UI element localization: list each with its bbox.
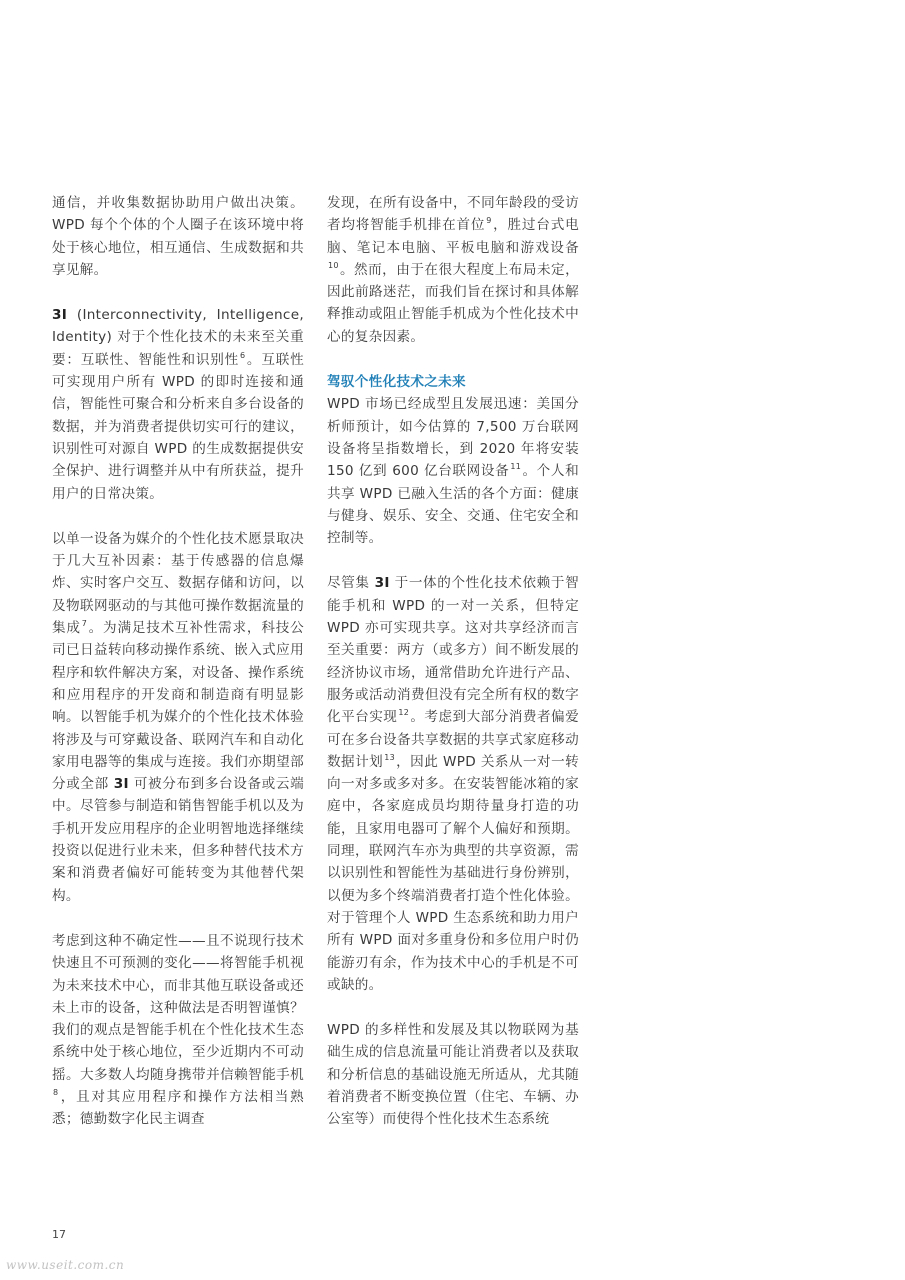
- text-run: 考虑到这种不确定性——且不说现行技术快速且不可预测的变化——将智能手机视为未来技术中心，而非其他互联设备或还未上市的设备，这种做法是否明智谨慎？我们的观点是智能手机在个性化技术生态系统中处于核心地位，至少近期内不可动摇。大多数人均随身携带并信赖智能手机: [52, 932, 304, 1083]
- bold-term: 3I: [52, 307, 68, 324]
- footnote-ref: 10: [328, 260, 339, 270]
- paragraph: 通信，并收集数据协助用户做出决策。WPD 每个个体的个人圈子在该环境中将处于核心地位，相互通信、生成数据和共享见解。: [52, 195, 304, 278]
- text-run: 发现，在所有设备中，不同年龄段的受访者均将智能手机排在首位: [327, 195, 579, 234]
- text-run: 于一体的个性化技术依赖于智能手机和 WPD 的一对一关系，但特定 WPD 亦可实现共享。这对共享经济而言至关重要：两方（或多方）间不断发展的经济协议市场，通常借助允许进行产品、服务或活动消费但没有完全所有权的数字化平台实现: [327, 575, 579, 726]
- paragraph: [327, 572, 579, 996]
- text-run: 。考虑到大部分消费者偏爱可在多台设备共享数据的共享式家庭移动数据计划: [327, 709, 579, 770]
- text-run: 以单一设备为媒介的个性化技术愿景取决于几大互补因素：基于传感器的信息爆炸、实时客户交互、数据存储和访问，以及物联网驱动的与其他可操作数据流量的集成: [52, 530, 304, 637]
- bold-term: 3I: [374, 575, 390, 592]
- paragraph: [327, 192, 579, 348]
- section-heading: 驾驭个性化技术之未来: [327, 374, 466, 391]
- footnote-ref: 11: [510, 462, 522, 472]
- paragraph: [52, 304, 304, 505]
- watermark: www.useit.com.cn: [6, 1258, 125, 1272]
- text-run: 。个人和共享 WPD 已融入生活的各个方面：健康与健身、娱乐、安全、交通、住宅安全和控制等。: [327, 463, 579, 547]
- text-run: WPD 市场已经成型且发展迅速：美国分析师预计，如今估算的 7,500 万台联网设备将呈指数增长，到 2020 年将安装 150 亿到 600 亿台联网设备: [327, 396, 579, 480]
- text-run: 。为满足技术互补性需求，科技公司已日益转向移动操作系统、嵌入式应用程序和软件解决方案，对设备、操作系统和应用程序的开发商和制造商有明显影响。以智能手机为媒介的个性化技术体验将涉及与可穿戴设备、联网汽车和自动化家用电器等的集成与连接。我们亦期望部分或全部: [52, 620, 304, 793]
- text-run: ，胜过台式电脑、笔记本电脑、平板电脑和游戏设备: [327, 217, 579, 256]
- footnote-ref: 7: [81, 619, 88, 629]
- left-column: [52, 192, 304, 1154]
- paragraph: WPD 的多样性和发展及其以物联网为基础生成的信息流量可能让消费者以及获取和分析信息的基础设施无所适从，尤其随着消费者不断变换位置（住宅、车辆、办公室等）而使得个性化技术生态系统: [327, 1022, 579, 1128]
- text-run: 尽管集: [327, 575, 375, 592]
- bold-term: 3I: [113, 776, 129, 793]
- text-run: ，因此 WPD 关系从一对一转向一对多或多对多。在安装智能冰箱的家庭中，各家庭成员均期待量身打造的功能，且家用电器可了解个人偏好和预期。同理，联网汽车亦为典型的共享资源，需以识别性和智能性为基础进行身份辨别，以便为多个终端消费者打造个性化体验。对于管理个人 WPD 生态系统和助力用户所有 WPD 面对多重身份和多位用户时仍能游刃有余，作为技术中心的手机是不可或缺的。: [327, 753, 580, 993]
- footnote-ref: 13: [384, 752, 395, 762]
- footnote-ref: 12: [398, 708, 410, 718]
- paragraph: [52, 930, 304, 1131]
- text-run: ，且对其应用程序和操作方法相当熟悉；德勤数字化民主调查: [52, 1088, 304, 1128]
- footnote-ref: 6: [240, 350, 246, 360]
- right-column: [327, 192, 579, 1154]
- text-run: 。互联性可实现用户所有 WPD 的即时连接和通信，智能性可聚合和分析来自多台设备的数据，并为消费者提供切实可行的建议，识别性可对源自 WPD 的生成数据提供安全保护、进行调整并从中有所获益，提升用户的日常决策。: [52, 351, 304, 502]
- text-run: (Interconnectivity, Intelligence, Identity) 对于个性化技术的未来至关重要：互联性、智能性和识别性: [52, 307, 304, 368]
- paragraph: [52, 528, 304, 907]
- text-run: 可被分布到多台设备或云端中。尽管参与制造和销售智能手机以及为手机开发应用程序的企业明智地选择继续投资以促进行业未来，但多种替代技术方案和消费者偏好可能转变为其他替代架构。: [52, 776, 304, 904]
- footnote-ref: 8: [53, 1087, 59, 1097]
- page-number: 17: [52, 1228, 66, 1241]
- footnote-ref: 9: [486, 216, 492, 226]
- paragraph: [327, 393, 579, 549]
- text-run: 。然而，由于在很大程度上布局未定，因此前路迷茫，而我们旨在探讨和具体解释推动或阻止智能手机成为个性化技术中心的复杂因素。: [327, 261, 579, 345]
